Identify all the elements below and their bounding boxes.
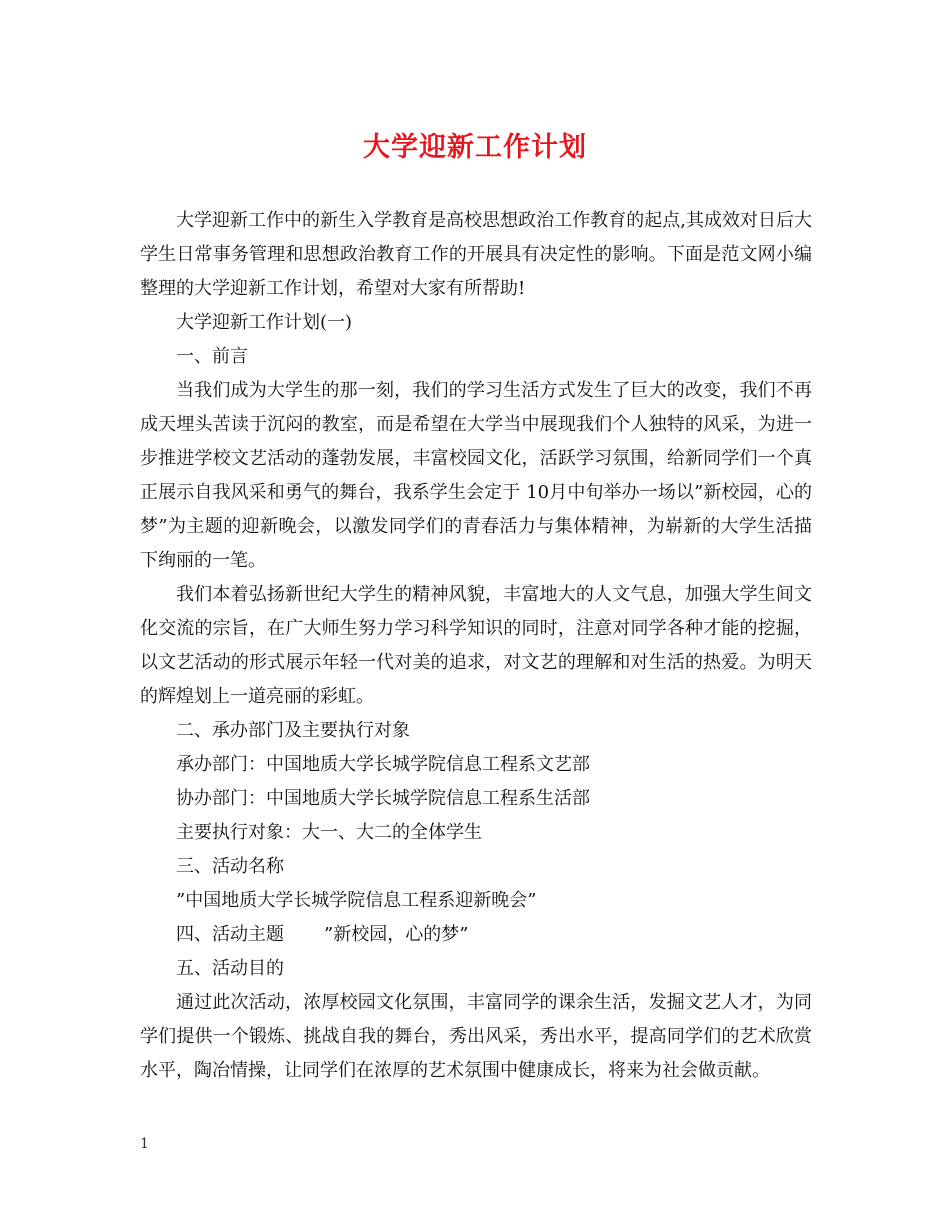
document-body	[140, 204, 812, 1088]
page-number: 1	[140, 1136, 149, 1152]
section-heading-preface: 一、前言	[176, 346, 248, 367]
section-heading-theme: 四、活动主题	[176, 924, 284, 945]
theme-line	[140, 918, 812, 952]
co-organizer-line: 协办部门：中国地质大学长城学院信息工程系生活部	[176, 788, 590, 809]
organizer-line: 承办部门：中国地质大学长城学院信息工程系文艺部	[176, 754, 590, 775]
audience-line: 主要执行对象：大一、大二的全体学生	[176, 822, 482, 843]
section-heading-event-name: 三、活动名称	[176, 856, 284, 877]
theme-value: ”新校园，心的梦”	[324, 924, 469, 945]
document-title: 大学迎新工作计划	[363, 132, 587, 163]
preface-paragraph-1: 当我们成为大学生的那一刻，我们的学习生活方式发生了巨大的改变，我们不再成天埋头苦读于沉闷的教室，而是希望在大学当中展现我们个人独特的风采，为进一步推进学校文艺活动的蓬勃发展，丰富校园文化，活跃学习氛围，给新同学们一个真正展示自我风采和勇气的舞台，我系学生会定于 10月中旬举办一场以”新校园，心的梦”为主题的迎新晚会，以激发同学们的青春活力与集体精神，为崭新的大学生活描下绚丽的一笔。	[140, 380, 812, 571]
event-name-line: ”中国地质大学长城学院信息工程系迎新晚会”	[176, 890, 537, 911]
intro-paragraph: 大学迎新工作中的新生入学教育是高校思想政治工作教育的起点,其成效对日后大学生日常事务管理和思想政治教育工作的开展具有决定性的影响。下面是范文网小编整理的大学迎新工作计划，希望对大家有所帮助!	[140, 210, 812, 299]
preface-paragraph-2: 我们本着弘扬新世纪大学生的精神风貌，丰富地大的人文气息，加强大学生间文化交流的宗旨，在广大师生努力学习科学知识的同时，注意对同学各种才能的挖掘，以文艺活动的形式展示年轻一代对美的追求，对文艺的理解和对生活的热爱。为明天的辉煌划上一道亮丽的彩虹。	[140, 584, 812, 707]
section-heading-purpose: 五、活动目的	[176, 958, 284, 979]
plan-heading: 大学迎新工作计划(一)	[176, 312, 353, 333]
purpose-paragraph: 通过此次活动，浓厚校园文化氛围，丰富同学的课余生活，发掘文艺人才，为同学们提供一个锻炼、挑战自我的舞台，秀出风采，秀出水平，提高同学们的艺术欣赏水平，陶冶情操，让同学们在浓厚的艺术氛围中健康成长，将来为社会做贡献。	[140, 992, 812, 1081]
section-heading-organizers: 二、承办部门及主要执行对象	[176, 720, 410, 741]
